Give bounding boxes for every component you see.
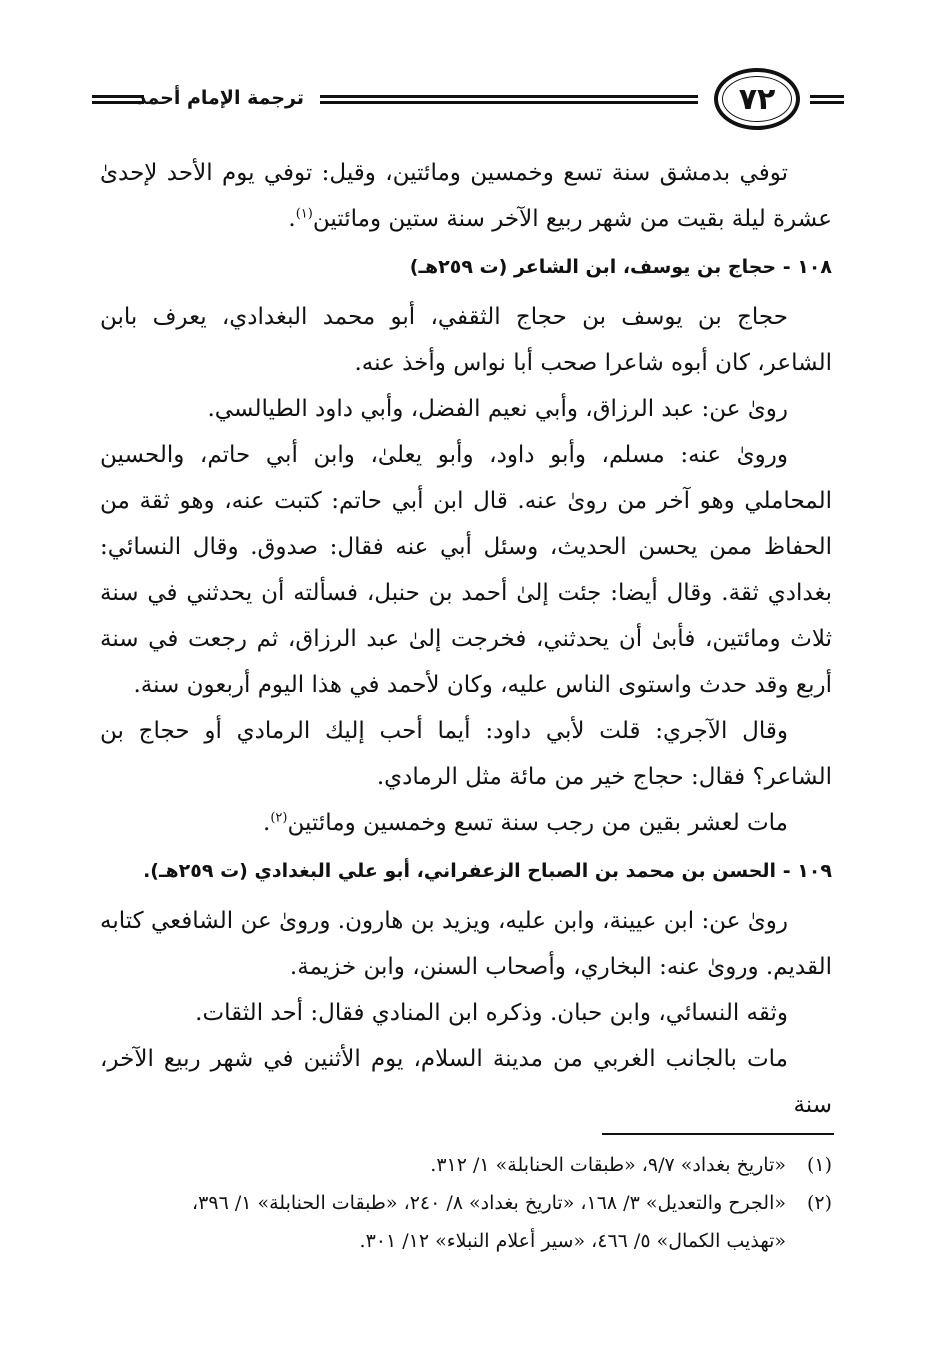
- paragraph-end: .: [288, 206, 296, 232]
- paragraph-hasan-narrations: رویٰ عن: ابن عيينة، وابن عليه، ويزيد بن هارون. وروىٰ عن الشافعي كتابه القديم. وروىٰ عنه: البخاري، وأصحاب السنن، وابن خزيمة.: [100, 908, 832, 980]
- page-number-badge: ٧٢: [714, 68, 800, 130]
- header-rule-middle: [320, 95, 698, 104]
- footnote-ref-2: (٢): [270, 810, 288, 826]
- page-body: [100, 150, 832, 1128]
- paragraph-text: توفي بدمشق سنة تسع وخمسين ومائتين، وقيل: توفي يوم الأحد لإحدىٰ عشرة ليلة بقيت من شهر ربيع الآخر سنة ستين ومائتين: [100, 160, 832, 232]
- footnote-1: [100, 1146, 832, 1184]
- footnote-2-continuation: «تهذيب الكمال» ٥/ ٤٦٦، «سير أعلام النبلاء» ١٢/ ٣٠١.: [359, 1230, 786, 1252]
- footnote-text: «الجرح والتعديل» ٣/ ١٦٨، «تاريخ بغداد» ٨/ ٢٤٠، «طبقات الحنابلة» ١/ ٣٩٦،: [192, 1192, 786, 1214]
- paragraph-hasan-tawthiq: وثقه النسائي، وابن حبان. وذكره ابن المنادي فقال: أحد الثقات.: [195, 1000, 788, 1026]
- footnote-ref-1: (١): [295, 206, 313, 222]
- entry-heading-109: ١٠٩ - الحسن بن محمد بن الصباح الزعفراني، أبو علي البغدادي (ت ٢٥٩هـ).: [143, 860, 832, 882]
- paragraph-hajjaj-narrated-by: وروىٰ عنه: مسلم، وأبو داود، وأبو يعلىٰ، وابن أبي حاتم، والحسين المحاملي وهو آخر من رویٰ عنه. قال ابن أبي حاتم: كتبت عنه، وهو ثقة من الحفاظ ممن يحسن الحديث، وسئل أبي عنه فقال: صدوق. وقال النسائي: بغدادي ثقة. وقال أيضا: جئت إلىٰ أحمد بن حنبل، فسألته أن يحدثني في سنة ثلاث ومائتين، فأبىٰ أن يحدثني، فخرجت إلىٰ عبد الرزاق، ثم رجعت في سنة أربع وقد حدث واستوى الناس عليه، وكان لأحمد في هذا اليوم أربعون سنة.: [100, 442, 832, 698]
- paragraph-death-of-previous: [100, 150, 832, 242]
- footnote-number: (٢): [806, 1192, 832, 1214]
- entry-heading-108: ١٠٨ - حجاج بن يوسف، ابن الشاعر (ت ٢٥٩هـ): [409, 256, 832, 278]
- footnote-separator: [602, 1133, 834, 1135]
- footnotes: [100, 1146, 832, 1260]
- footnote-2: [100, 1184, 832, 1222]
- footnote-number: (١): [806, 1154, 832, 1176]
- header-rule-right: [810, 95, 844, 104]
- paragraph-hasan-death: مات بالجانب الغربي من مدينة السلام، يوم الأثنين في شهر ربيع الآخر، سنة: [100, 1046, 832, 1118]
- page-header: [92, 66, 844, 136]
- paragraph-end: .: [263, 810, 271, 836]
- paragraph-hajjaj-narrated-from: رویٰ عن: عبد الرزاق، وأبي نعيم الفضل، وأبي داود الطيالسي.: [207, 396, 788, 422]
- footnote-text: «تاريخ بغداد» ٩/٧، «طبقات الحنابلة» ١/ ٣١٢.: [430, 1154, 786, 1176]
- running-title: ترجمة الإمام أحمد: [136, 87, 304, 109]
- paragraph-hajjaj-death: [100, 800, 832, 846]
- paragraph-hajjaj-ajurri: وقال الآجري: قلت لأبي داود: أيما أحب إليك الرمادي أو حجاج بن الشاعر؟ فقال: حجاج خير من مائة مثل الرمادي.: [100, 718, 832, 790]
- paragraph-text: مات لعشر بقين من رجب سنة تسع وخمسين ومائتين: [287, 810, 788, 836]
- paragraph-hajjaj-intro: حجاج بن يوسف بن حجاج الثقفي، أبو محمد البغدادي، يعرف بابن الشاعر، كان أبوه شاعرا صحب أبا نواس وأخذ عنه.: [100, 304, 832, 376]
